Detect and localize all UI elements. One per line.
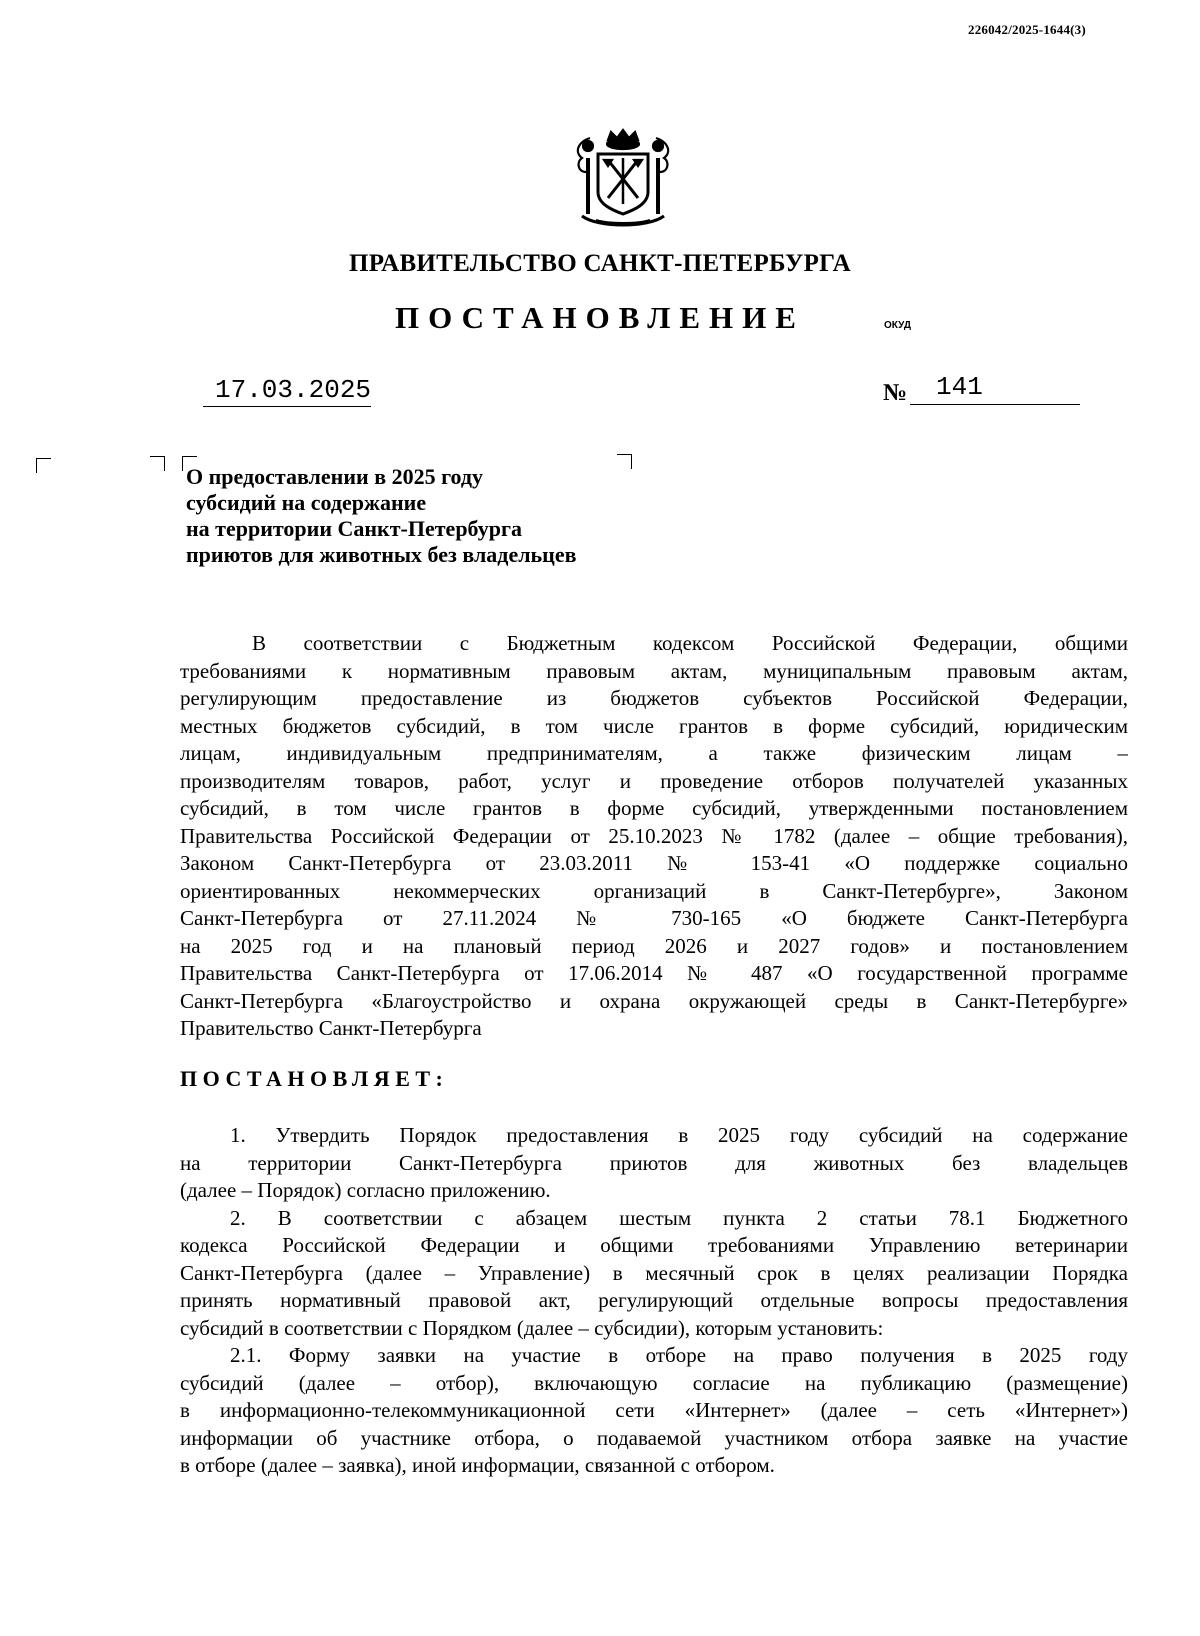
text-line: Санкт-Петербурга (далее – Управление) в месячный срок в целях реализации Порядка: [180, 1260, 1128, 1285]
text-line: регулирующим предоставление из бюджетов субъектов Российской Федерации,: [180, 686, 1128, 710]
text-line: производителям товаров, работ, услуг и проведение отборов получателей указанных: [180, 768, 1128, 793]
document-number: 141: [936, 372, 983, 402]
text-line: лицам, индивидуальным предпринимателям, а также физическим лицам –: [180, 741, 1128, 765]
registration-number: 226042/2025-1644(3): [968, 22, 1086, 37]
text-line: ориентированных некоммерческих организаций в Санкт-Петербурге», Законом: [180, 878, 1128, 903]
text-line: 2.1. Форму заявки на участие в отборе на право получения в 2025 году: [230, 1343, 1128, 1367]
text-line: Правительства Российской Федерации от 25.10.2023 № 1782 (далее – общие требования),: [180, 823, 1128, 848]
corner-mark: [150, 456, 165, 471]
coat-of-arms-icon: [568, 128, 678, 232]
text-line: на 2025 год и на плановый период 2026 и 2027 годов» и постановлением: [180, 933, 1128, 958]
document-subject: [186, 464, 577, 568]
corner-mark: [36, 458, 51, 473]
preamble-paragraph: [180, 630, 1128, 1043]
subject-line: О предоставлении в 2025 году: [186, 464, 484, 489]
subject-line: субсидий на содержание: [186, 490, 427, 515]
text-line: Правительство Санкт-Петербурга: [180, 1016, 482, 1040]
text-line: Правительства Санкт-Петербурга от 17.06.2014 № 487 «О государственной программе: [180, 961, 1128, 985]
corner-mark: [617, 454, 632, 469]
resolves-heading: ПОСТАНОВЛЯЕТ:: [180, 1066, 449, 1091]
text-line: субсидий (далее – отбор), включающую согласие на публикацию (размещение): [180, 1370, 1128, 1395]
text-line: Законом Санкт-Петербурга от 23.03.2011 № 153-41 «О поддержке социально: [180, 851, 1128, 875]
subject-line: приютов для животных без владельцев: [186, 542, 577, 567]
text-line: на территории Санкт-Петербурга приютов для животных без владельцев: [180, 1150, 1128, 1175]
text-line: кодекса Российской Федерации и общими требованиями Управлению ветеринарии: [180, 1233, 1128, 1257]
government-title: ПРАВИТЕЛЬСТВО САНКТ-ПЕТЕРБУРГА: [348, 250, 852, 277]
text-line: Санкт-Петербурга «Благоустройство и охрана окружающей среды в Санкт-Петербурге»: [180, 988, 1128, 1013]
document-type: ПОСТАНОВЛЕНИЕ: [395, 300, 805, 335]
text-line: требованиями к нормативным правовым актам, муниципальным правовым актам,: [180, 658, 1128, 683]
number-sign: №: [883, 380, 908, 406]
text-line: субсидий, в том числе грантов в форме субсидий, утвержденными постановлением: [180, 796, 1128, 820]
text-line: информации об участнике отбора, о подаваемой участником отбора заявке на участие: [180, 1425, 1128, 1450]
subject-line: на территории Санкт-Петербурга: [186, 516, 522, 541]
text-line: В соответствии с Бюджетным кодексом Российской Федерации, общими: [252, 631, 1128, 655]
text-line: (далее – Порядок) согласно приложению.: [180, 1178, 551, 1202]
text-line: местных бюджетов субсидий, в том числе грантов в форме субсидий, юридическим: [180, 713, 1128, 738]
document-date: 17.03.2025: [203, 376, 371, 407]
text-line: в отборе (далее – заявка), иной информации, связанной с отбором.: [180, 1453, 775, 1477]
text-line: принять нормативный правовой акт, регулирующий отдельные вопросы предоставления: [180, 1288, 1128, 1312]
text-line: Санкт-Петербурга от 27.11.2024 № 730-165 «О бюджете Санкт-Петербурга: [180, 906, 1128, 930]
resolution-body: [180, 1122, 1128, 1480]
text-line: 1. Утвердить Порядок предоставления в 2025 году субсидий на содержание: [230, 1123, 1128, 1147]
okud-label: ОКУД: [884, 320, 911, 331]
text-line: в информационно-телекоммуникационной сети «Интернет» (далее – сеть «Интернет»): [180, 1398, 1128, 1422]
text-line: 2. В соответствии с абзацем шестым пункта 2 статьи 78.1 Бюджетного: [230, 1205, 1128, 1230]
text-line: субсидий в соответствии с Порядком (далее – субсидии), которым установить:: [180, 1315, 884, 1340]
